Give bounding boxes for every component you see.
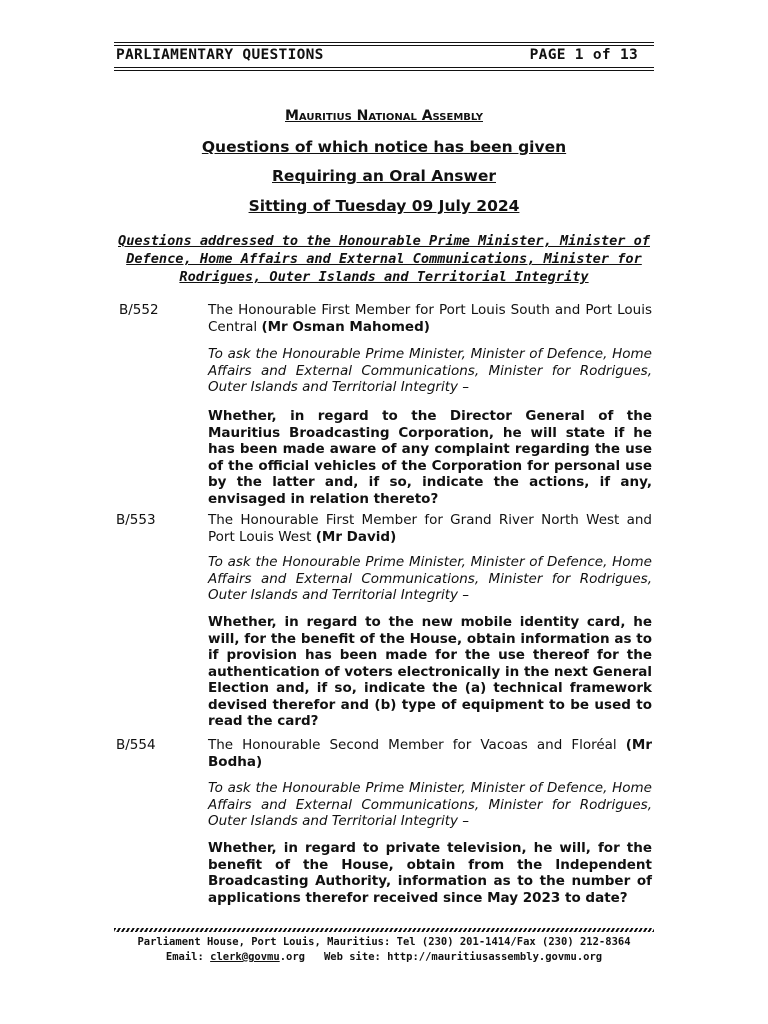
addressed-to-heading: Questions addressed to the Honourable Prime Minister, Minister of Defence, Home Affairs and External Communications, Minister for Rodrigues, Outer Islands and Territorial Integrity [118,233,650,285]
question-text: Whether, in regard to the new mobile identity card, he will, for the benefit of the House, obtain information as to if provision has been made for the use thereof for the authentication of voters electronically in the next General Election and, if so, indicate the (a) technical framework devised therefor and (b) type of equipment to be used to read the card? [208,614,652,729]
question-number: B/552 [119,302,159,318]
email-link[interactable]: clerk@govmu [210,951,280,963]
question-member [208,302,652,335]
member-constituency: The Honourable Second Member for Vacoas and Floréal [208,737,617,753]
page-indicator: PAGE 1 of 13 [529,47,638,63]
header-rule [114,70,654,71]
email-suffix: .org [279,951,305,963]
header-rule [114,67,654,68]
header-rule [114,42,654,43]
question-to-ask: To ask the Honourable Prime Minister, Minister of Defence, Home Affairs and External Communications, Minister for Rodrigues, Outer Islands and Territorial Integrity – [208,780,652,829]
member-name: (Mr David) [315,528,397,545]
member-constituency: The Honourable First Member for Port Louis South and Port Louis Central [208,302,652,335]
question-text: Whether, in regard to private television, he will, for the benefit of the House, obtain from the Independent Broadcasting Authority, information as to the number of applications therefor received since May 2023 to date? [208,840,652,906]
question-number: B/553 [116,512,156,528]
question-member [208,512,652,545]
footer-rule [114,928,654,932]
email-label: Email: [165,951,211,963]
question-member [208,737,652,770]
assembly-title: Mauritius National Assembly [285,108,483,124]
member-name: (Mr Bodha) [208,737,653,770]
header-rule [114,45,654,46]
sitting-title: Sitting of Tuesday 09 July 2024 [248,197,520,215]
footer-contact [0,951,768,963]
website-text: Web site: http://mauritiusassembly.govmu.org [323,951,603,963]
member-name: (Mr Osman Mahomed) [261,318,430,335]
question-to-ask: To ask the Honourable Prime Minister, Minister of Defence, Home Affairs and External Communications, Minister for Rodrigues, Outer Islands and Territorial Integrity – [208,554,652,603]
question-number: B/554 [116,737,156,753]
member-constituency: The Honourable First Member for Grand River North West and Port Louis West [208,512,652,545]
header-title: PARLIAMENTARY QUESTIONS [116,47,324,63]
question-to-ask: To ask the Honourable Prime Minister, Minister of Defence, Home Affairs and External Communications, Minister for Rodrigues, Outer Islands and Territorial Integrity – [208,346,652,395]
footer-address: Parliament House, Port Louis, Mauritius: Tel (230) 201-1414/Fax (230) 212-8364 [137,936,631,948]
question-text: Whether, in regard to the Director General of the Mauritius Broadcasting Corporation, he will state if he has been made aware of any complaint regarding the use of the official vehicles of the Corporation for personal use by the latter and, if so, indicate the actions, if any, envisaged in relation thereto? [208,408,652,507]
oral-answer-title: Requiring an Oral Answer [272,167,496,185]
notice-title: Questions of which notice has been given [201,138,567,156]
